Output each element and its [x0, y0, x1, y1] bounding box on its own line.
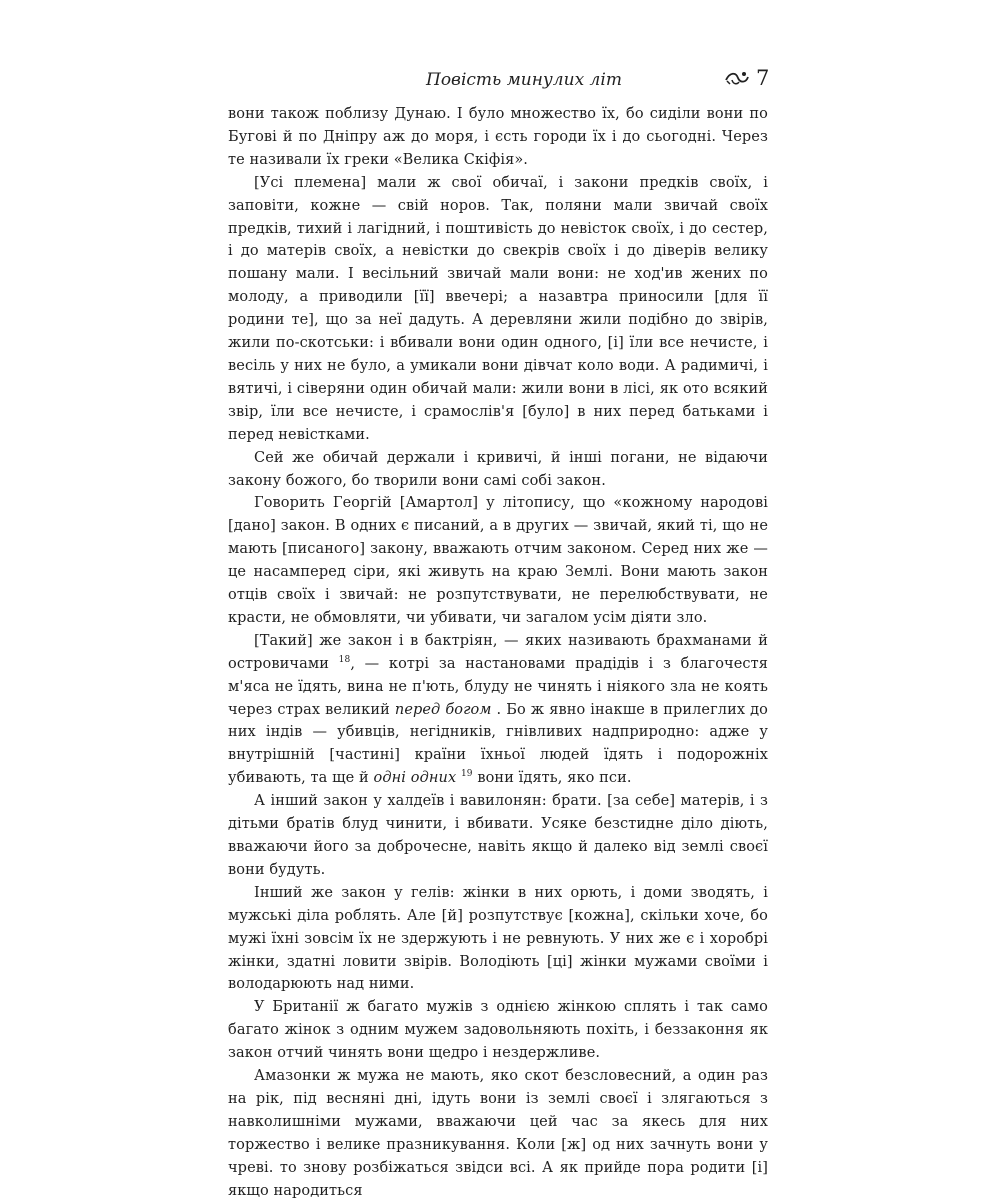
leaf-ornament-icon — [724, 68, 750, 88]
paragraph-text: [Такий] же закон і в бактріян, — яких називають брахманами й островичами — [228, 632, 768, 672]
paragraph: Сей же обичай держали і кривичі, й інші погани, не відаючи закону божого, бо творили вони самі собі закон. — [228, 449, 768, 489]
paragraph-text: вони їдять, яко пси. — [477, 770, 632, 787]
paragraph: Інший же закон у гелів: жінки в них орють, і доми зводять, і мужські діла роблять. Але [й] розпутствує [кожна], скільки хоче, бо мужі їхні зовсім їх не здержують і не ревнують. У них же є і хоробрі жінки, здатні ловити звірів. Володіють [ці] жінки мужами своїми і володарюють над ними. — [228, 884, 768, 993]
italic-text: перед богом — [394, 701, 492, 718]
italic-text: одні одних — [373, 770, 457, 787]
running-header — [228, 62, 768, 102]
running-title: Повість минулих літ — [426, 70, 622, 90]
footnote-ref: 18 — [338, 654, 351, 665]
paragraph: Говорить Георгій [Амартол] у літопису, що «кожному народові [дано] закон. В одних є писаний, а в других — звичай, який ті, що не мають [писаного] закону, вважають отчим законом. Серед них же — це насамперед сіри, які живуть на краю Землі. Вони мають закон отців своїх і звичай: не розпутствувати, не перелюбствувати, не красти, не обмовляти, чи убивати, чи загалом усім діяти зло. — [228, 495, 768, 626]
paragraph-text: . Бо ж явно інакше в прилеглих до них індів — убивців, негідників, гнівливих надприродно: адже у внутрішній [частині] країни їхньої людей їдять і подорожніх убивають, та ще й — [228, 701, 768, 787]
page-number: 7 — [756, 66, 770, 90]
paragraph: Амазонки ж мужа не мають, яко скот безсловесний, а один раз на рік, під весняні дні, ідуть вони із землі своєї і злягаються з навколишніми мужами, вважаючи цей час за якесь для них торжество і велике празникування. Коли [ж] од них зачнуть вони у чреві. то знову розбіжаться звідси всі. А як прийде пора родити [і] якщо народиться — [228, 1068, 768, 1199]
paragraph — [228, 630, 768, 790]
body-text — [228, 103, 768, 1203]
paragraph: У Британії ж багато мужів з однією жінкою сплять і так само багато жінок з одним мужем задовольняють похіть, і беззаконня як закон отчий чинять вони щедро і нездержливе. — [228, 999, 768, 1062]
paragraph: [Усі племена] мали ж свої обичаї, і закони предків своїх, і заповіти, кожне — свій норов. Так, поляни мали звичай своїх предків, тихий і лагідний, і поштивість до невісток своїх, і до сестер, і до матерів своїх, а невістки до свекрів своїх і до діверів велику пошану мали. І весільний звичай мали вони: не ход'ив жених по молоду, а приводили [її] ввечері; а назавтра приносили [для її родини те], що за неї дадуть. А деревляни жили подібно до звірів, жили по-скотськи: і вбивали вони один одного, [і] їли все нечисте, і весіль у них не було, а умикали вони дівчат коло води. А радимичі, і вятичі, і сіверяни один обичай мали: жили вони в лісі, як ото всякий звір, їли все нечисте, і срамослів'я [було] в них перед батьками і перед невістками. — [228, 174, 768, 443]
paragraph-text: , — котрі за настановами прадідів і з благочестя м'яса не їдять, вина не п'ють, блуду не чинять і ніякого зла не коять через страх великий — [228, 655, 768, 718]
footnote-ref: 19 — [460, 769, 473, 780]
paragraph: А інший закон у халдеїв і вавилонян: брати. [за себе] матерів, і з дітьми братів блуд чинити, і вбивати. Усяке безстидне діло діють, вважаючи його за доброчесне, навіть якщо й далеко від землі своєї вони будуть. — [228, 793, 768, 878]
paragraph: вони також поблизу Дунаю. І було множество їх, бо сиділи вони по Бугові й по Дніпру аж до моря, і єсть городи їх і до сьогодні. Через те називали їх греки «Велика Скіфія». — [228, 106, 768, 168]
